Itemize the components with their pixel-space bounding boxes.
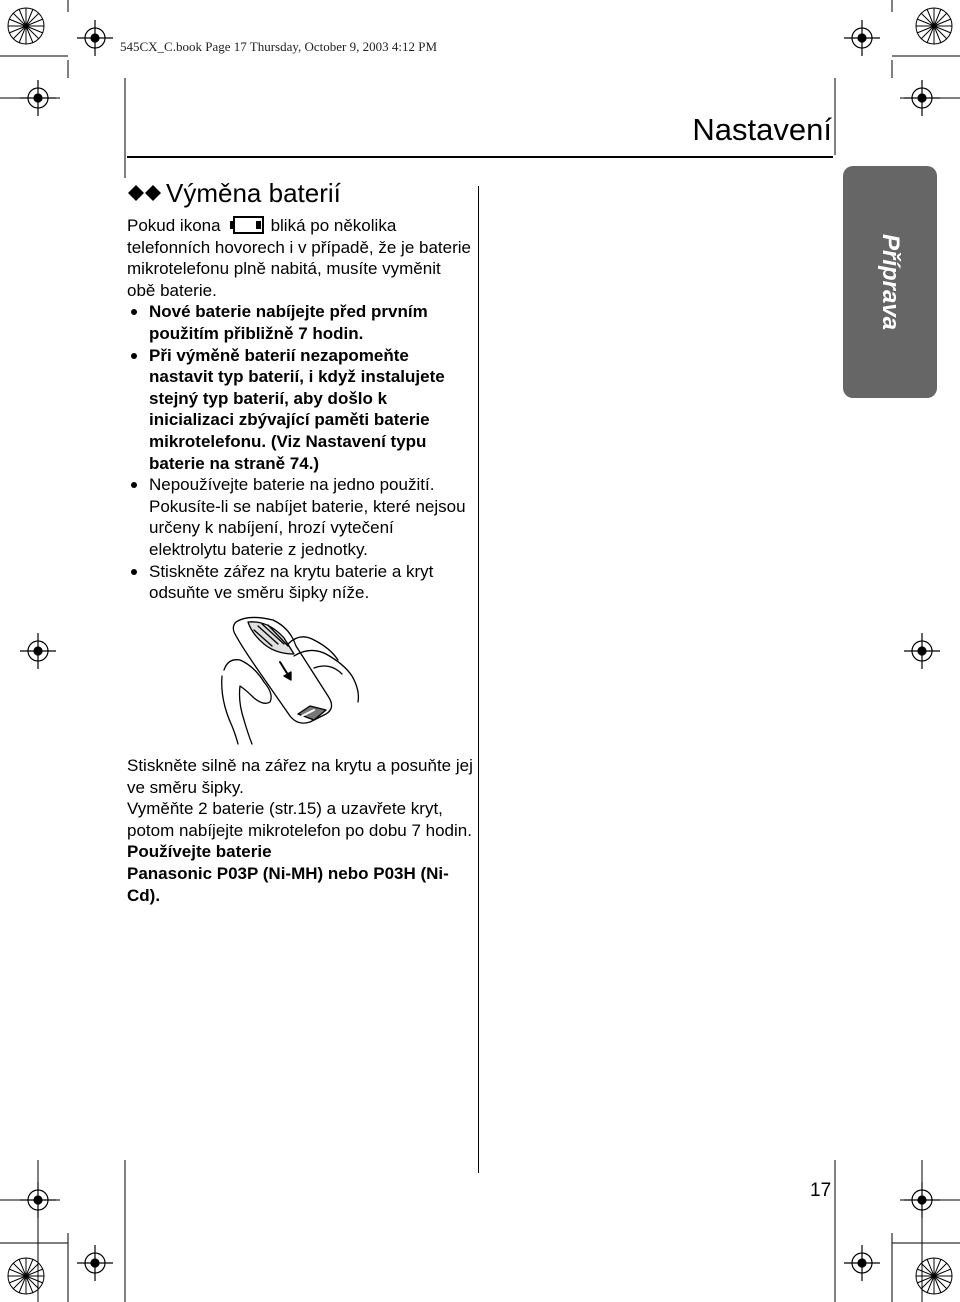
instruction-text (127, 755, 477, 906)
bullet-item: Při výměně baterií nezapomeňte nastavit typ baterií, i když instalujete stejný typ baterií, aby došlo k inicializaci zbývající paměti baterie mikrotelefonu. (Viz Nastavení typu baterie na straně 74.) (127, 345, 472, 475)
battery-icon (229, 216, 265, 234)
intro-after-icon: bliká po několika telefonních hovorech i v případě, že je baterie mikrotelefonu plně nabitá, musíte vyměnit obě baterie. (127, 216, 471, 300)
title-rule (127, 156, 833, 158)
battery-cover-illustration (218, 610, 363, 745)
page-number: 17 (810, 1180, 832, 1201)
section-heading (127, 176, 341, 210)
recommendation-line: Panasonic P03P (Ni-MH) nebo P03H (Ni-Cd). (127, 863, 449, 905)
bullet-item: Stiskněte zářez na krytu baterie a kryt odsuňte ve směru šipky níže. (127, 561, 472, 604)
instruction-line: Vyměňte 2 baterie (str.15) a uzavřete kryt, potom nabíjejte mikrotelefon po dobu 7 hodin. (127, 799, 472, 840)
instruction-line: Stiskněte silně na zářez na krytu a posuňte jej ve směru šipky. (127, 756, 473, 797)
bullet-list (127, 301, 472, 603)
side-tab (843, 166, 937, 398)
recommendation-line: Používejte baterie (127, 842, 272, 862)
intro-before-icon: Pokud ikona (127, 216, 221, 235)
bullet-item: Nepoužívejte baterie na jedno použití. Pokusíte-li se nabíjet baterie, které nejsou určeny k nabíjení, hrozí vytečení elektrolytu baterie z jednotky. (127, 474, 472, 560)
bullet-item: Nové baterie nabíjejte před prvním použitím přibližně 7 hodin. (127, 301, 472, 344)
side-tab-label: Příprava (877, 233, 904, 331)
heading-text: Výměna baterií (166, 178, 341, 208)
column-divider (478, 186, 479, 1173)
print-header: 545CX_C.book Page 17 Thursday, October 9, 2003 4:12 PM (120, 39, 438, 54)
double-diamond-icon (127, 183, 163, 203)
intro-paragraph (127, 215, 472, 301)
main-text-column (127, 215, 472, 604)
section-title: Nastavení (692, 112, 832, 147)
